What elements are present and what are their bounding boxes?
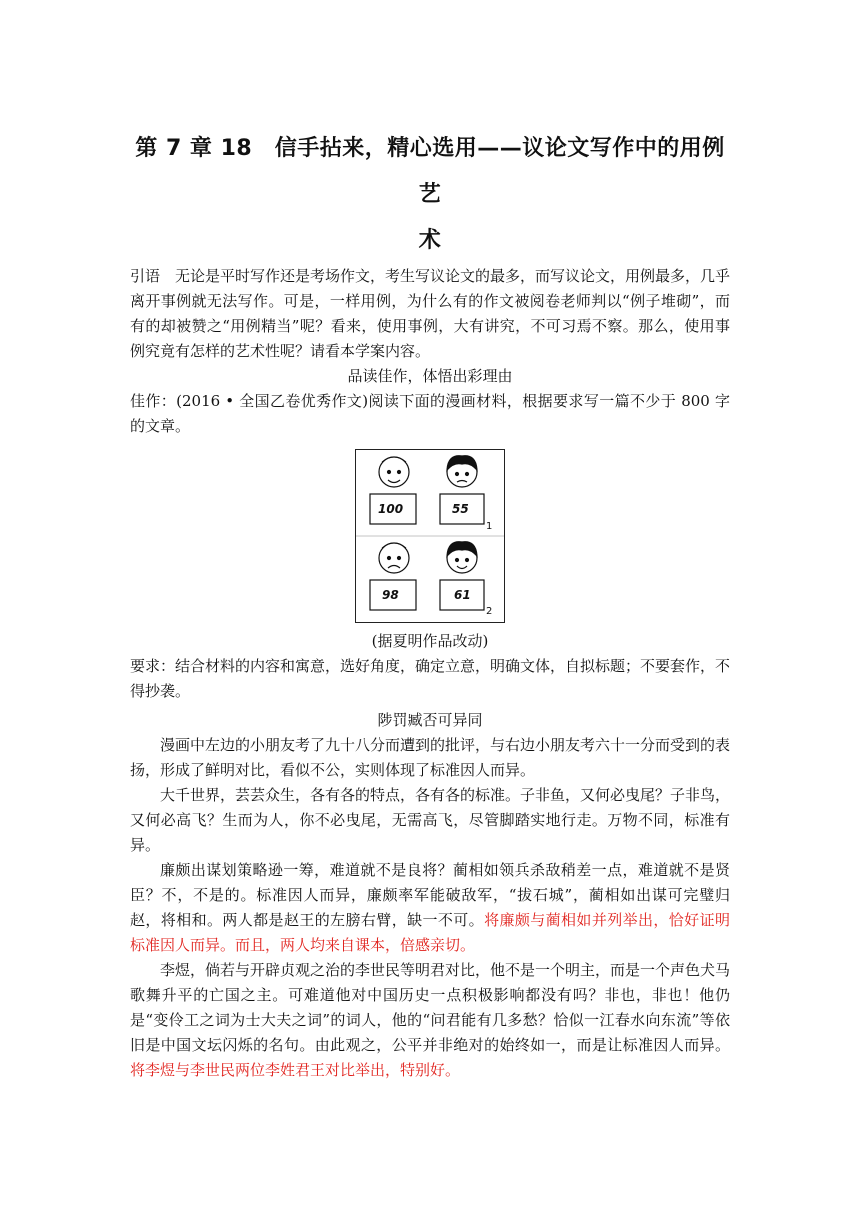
teacher-comment: 将李煜与李世民两位李姓君王对比举出，特别好。 — [130, 1061, 461, 1079]
figure-caption: (据夏明作品改动) — [371, 632, 489, 650]
essay-paragraph-2 — [130, 783, 730, 858]
score-sign-2: 55 — [452, 502, 469, 516]
title-line-2: 术 — [418, 228, 442, 253]
requirement-paragraph: 要求：结合材料的内容和寓意，选好角度，确定立意，明确文体，自拟标题；不要套作，不得抄袭。 — [130, 657, 731, 700]
section-heading: 品读佳作，体悟出彩理由 — [347, 367, 513, 385]
prompt-paragraph: 佳作：(2016 • 全国乙卷优秀作文)阅读下面的漫画材料，根据要求写一篇不少于 800 字的文章。 — [130, 392, 730, 435]
paragraph-text: 漫画中左边的小朋友考了九十八分而遭到的批评，与右边小朋友考六十一分而受到的表扬，形成了鲜明对比，看似不公，实则体现了标准因人而异。 — [130, 736, 731, 779]
paragraph-text: 廉颇出谋划策略逊一筹，难道就不是良将？蔺相如领兵杀敌稍差一点，难道就不是贤臣？不，不是的。标准因人而异，廉颇率军能破敌军，“拔石城”，蔺相如出谋可完璧归赵，将相和。两人都是赵王的左膀右臂，缺一不可。 — [130, 861, 730, 929]
title-line-1: 第 7 章 18 信手拈来，精心选用——议论文写作中的用例艺 — [135, 136, 725, 207]
chapter-title — [130, 126, 730, 264]
score-sign-3: 98 — [382, 588, 399, 602]
document-page — [130, 126, 730, 1083]
essay-title: 陟罚臧否可异同 — [377, 711, 483, 729]
panel-label-1: 1 — [486, 521, 493, 532]
essay-paragraph-4 — [130, 958, 730, 1083]
score-sign-4: 61 — [454, 588, 471, 602]
essay-paragraph-3 — [130, 858, 730, 958]
panel-label-2: 2 — [486, 606, 493, 617]
paragraph-text: 李煜，倘若与开辟贞观之治的李世民等明君对比，他不是一个明主，而是一个声色犬马歌舞升平的亡国之主。可难道他对中国历史一点积极影响都没有吗？非也，非也！他仍是“变伶工之词为士大夫之词”的词人，他的“问君能有几多愁？恰似一江春水向东流”等依旧是中国文坛闪烁的名句。由此观之，公平并非绝对的始终如一，而是让标准因人而异。 — [130, 961, 731, 1054]
intro-paragraph: 引语 无论是平时写作还是考场作文，考生写议论文的最多，而写议论文，用例最多，几乎离开事例就无法写作。可是，一样用例，为什么有的作文被阅卷老师判以“例子堆砌”，而有的却被赞之“用例精当”呢？看来，使用事例，大有讲究，不可习焉不察。那么，使用事例究竟有怎样的艺术性呢？请看本学案内容。 — [130, 267, 731, 360]
essay-paragraph-1 — [130, 733, 730, 783]
teacher-comment: 将廉颇与蔺相如并列举出，恰好证明标准因人而异。而且，两人均来自课本，倍感亲切。 — [130, 911, 730, 954]
paragraph-text: 大千世界，芸芸众生，各有各的特点，各有各的标准。子非鱼，又何必曳尾？子非鸟，又何必高飞？生而为人，你不必曳尾，无需高飞，尽管脚踏实地行走。万物不同，标准有异。 — [130, 786, 731, 854]
score-sign-1: 100 — [378, 502, 404, 516]
cartoon-drawing — [356, 450, 504, 622]
cartoon-figure — [355, 449, 505, 623]
